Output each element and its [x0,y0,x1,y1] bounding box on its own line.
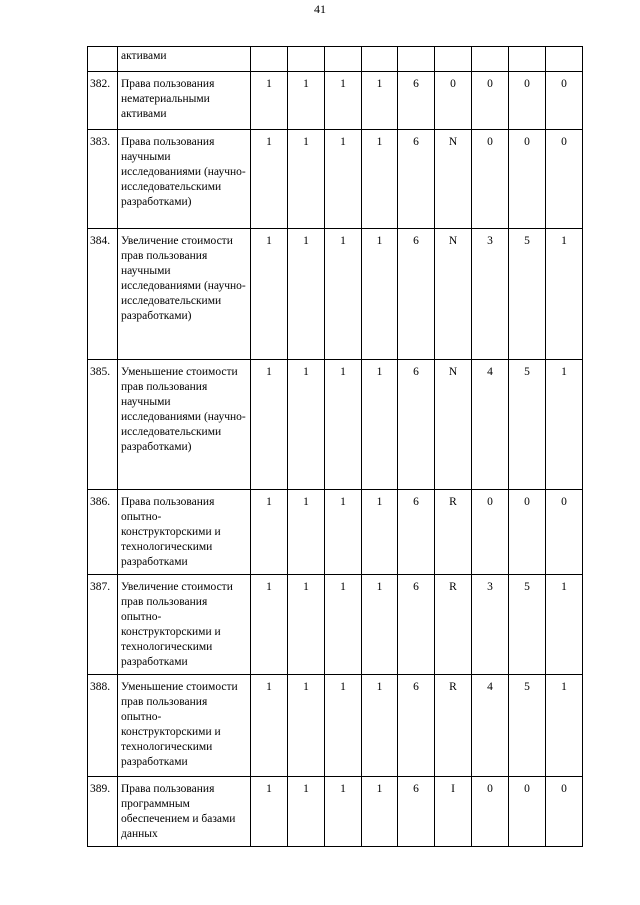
code-cell [398,47,435,72]
code-cell: 5 [509,675,546,777]
code-cell: 0 [435,72,472,130]
row-name: Права пользования научными исследованиями (научно-исследовательскими разработками) [118,130,251,229]
row-number: 386. [88,490,118,575]
code-cell: 1 [288,490,325,575]
code-cell: 1 [362,490,398,575]
code-cell: 1 [325,360,362,490]
row-name: Уменьшение стоимости прав пользования опытно-конструкторскими и технологическими разработками [118,675,251,777]
code-cell: 3 [472,229,509,360]
code-cell: 0 [472,490,509,575]
code-cell [288,47,325,72]
code-cell: 0 [472,72,509,130]
code-cell: 0 [546,72,583,130]
code-cell: N [435,229,472,360]
code-cell: 0 [546,130,583,229]
code-cell: N [435,360,472,490]
code-cell: 1 [362,130,398,229]
code-cell [251,47,288,72]
row-name: Права пользования нематериальными активами [118,72,251,130]
code-cell: 1 [546,675,583,777]
code-cell: 0 [509,777,546,847]
row-number: 385. [88,360,118,490]
code-cell: 1 [362,229,398,360]
code-cell: 1 [288,72,325,130]
code-cell: 1 [362,777,398,847]
code-cell: 6 [398,229,435,360]
code-cell: 5 [509,575,546,675]
code-cell [325,47,362,72]
code-cell [472,47,509,72]
code-cell: 1 [546,229,583,360]
code-cell: 1 [546,575,583,675]
row-number [88,47,118,72]
code-cell: 1 [325,229,362,360]
code-cell: 3 [472,575,509,675]
account-codes-table [87,46,583,847]
table-row [88,777,583,847]
code-cell: 1 [251,72,288,130]
code-cell: 1 [325,130,362,229]
code-cell: 0 [546,490,583,575]
page-number: 41 [314,2,326,16]
code-cell: R [435,675,472,777]
code-cell: I [435,777,472,847]
code-cell: 1 [325,675,362,777]
table-row [88,130,583,229]
row-number: 382. [88,72,118,130]
code-cell: 1 [325,72,362,130]
code-cell: 6 [398,130,435,229]
code-cell: 0 [472,130,509,229]
code-cell: 1 [251,777,288,847]
code-cell: 1 [251,575,288,675]
code-cell: 1 [325,777,362,847]
code-cell: 1 [546,360,583,490]
table-row [88,675,583,777]
code-cell: 1 [288,130,325,229]
row-number: 384. [88,229,118,360]
row-name: активами [118,47,251,72]
row-name: Увеличение стоимости прав пользования опытно-конструкторскими и технологическими разработками [118,575,251,675]
table-row [88,490,583,575]
code-cell: 6 [398,575,435,675]
code-cell: 0 [472,777,509,847]
code-cell: N [435,130,472,229]
code-cell: 5 [509,229,546,360]
code-cell: 1 [288,575,325,675]
code-cell [546,47,583,72]
row-name: Уменьшение стоимости прав пользования научными исследованиями (научно-исследовательскими разработками) [118,360,251,490]
code-cell [435,47,472,72]
code-cell: 1 [362,72,398,130]
code-cell: 6 [398,72,435,130]
code-cell: 1 [251,130,288,229]
code-cell: 1 [251,229,288,360]
row-number: 389. [88,777,118,847]
code-cell: R [435,490,472,575]
row-number: 383. [88,130,118,229]
code-cell: 5 [509,360,546,490]
code-cell: 6 [398,490,435,575]
code-cell: 0 [546,777,583,847]
table-row [88,47,583,72]
code-cell: 1 [362,360,398,490]
code-cell: 6 [398,675,435,777]
code-cell: 1 [325,575,362,675]
table-row [88,72,583,130]
row-name: Права пользования программным обеспечением и базами данных [118,777,251,847]
code-cell [509,47,546,72]
table-row [88,229,583,360]
code-cell: 0 [509,130,546,229]
table-row [88,360,583,490]
code-cell: 1 [288,675,325,777]
table-row [88,575,583,675]
code-cell: 0 [509,72,546,130]
code-cell: 1 [362,575,398,675]
code-cell: 6 [398,777,435,847]
code-cell [362,47,398,72]
row-number: 387. [88,575,118,675]
code-cell: 1 [325,490,362,575]
row-name: Увеличение стоимости прав пользования научными исследованиями (научно-исследовательскими разработками) [118,229,251,360]
code-cell: 1 [251,675,288,777]
code-cell: 1 [251,360,288,490]
row-number: 388. [88,675,118,777]
row-name: Права пользования опытно-конструкторскими и технологическими разработками [118,490,251,575]
code-cell: 1 [251,490,288,575]
code-cell: 1 [288,777,325,847]
code-cell: 4 [472,360,509,490]
code-cell: 1 [288,360,325,490]
code-cell: 1 [288,229,325,360]
code-cell: R [435,575,472,675]
code-cell: 6 [398,360,435,490]
code-cell: 4 [472,675,509,777]
code-cell: 0 [509,490,546,575]
code-cell: 1 [362,675,398,777]
